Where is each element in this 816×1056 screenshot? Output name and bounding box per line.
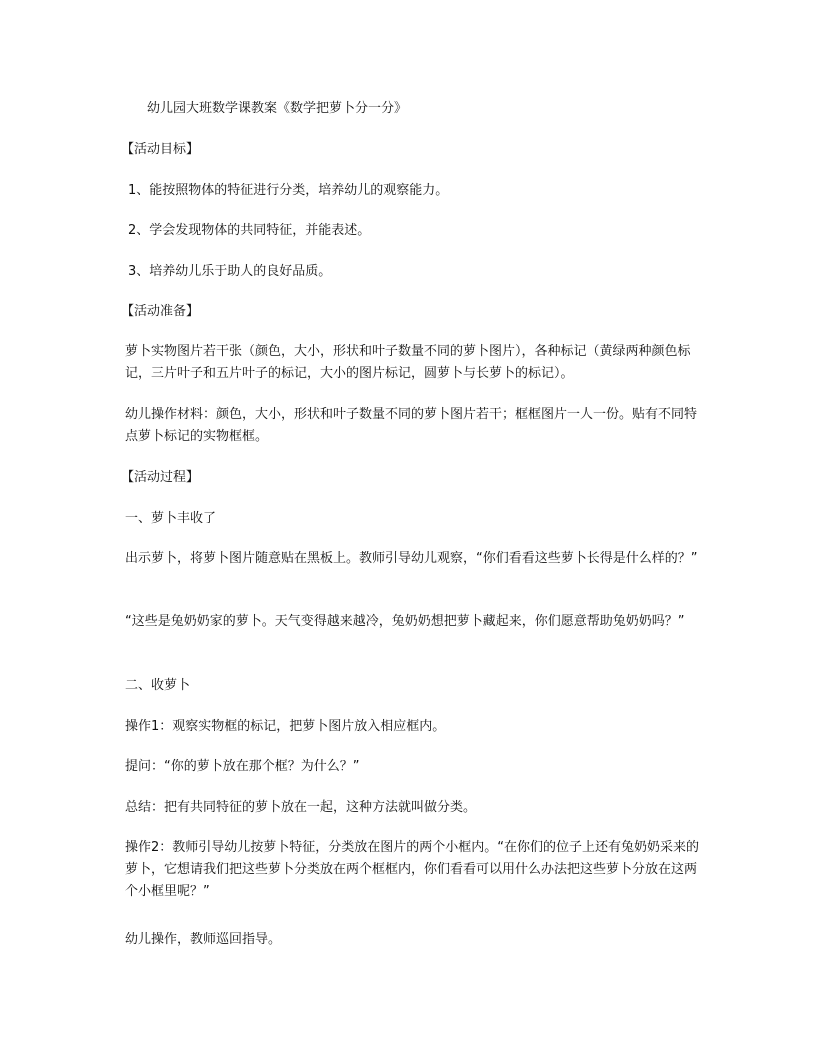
document-title: 幼儿园大班数学课教案《数学把萝卜分一分》: [147, 101, 408, 116]
summary-text: 总结：把有共同特征的萝卜放在一起，这种方法就叫做分类。: [125, 800, 477, 815]
process-heading: 【活动过程】: [121, 470, 200, 485]
prep-paragraph-1: 萝卜实物图片若干张（颜色，大小，形状和叶子数量不同的萝卜图片），各种标记（黄绿两种颜色标记，三片叶子和五片叶子的标记，大小的图片标记，圆萝卜与长萝卜的标记）。: [125, 344, 691, 381]
goal-item-3: 3、培养幼儿乐于助人的良好品质。: [128, 264, 332, 279]
step1-heading: 一、萝卜丰收了: [125, 511, 217, 526]
question-text: 提问：“你的萝卜放在那个框？为什么？”: [125, 759, 360, 774]
prep-paragraph-2: 幼儿操作材料：颜色，大小，形状和叶子数量不同的萝卜图片若干；框框图片一人一份。贴有不同特点萝卜标记的实物框框。: [125, 407, 698, 444]
goal-item-1: 1、能按照物体的特征进行分类，培养幼儿的观察能力。: [128, 183, 449, 198]
step1-paragraph-1: 出示萝卜，将萝卜图片随意贴在黑板上。教师引导幼儿观察，“你们看看这些萝卜长得是什么样的？”: [125, 551, 698, 566]
step2-heading: 二、收萝卜: [125, 678, 191, 693]
step1-paragraph-2: “这些是兔奶奶家的萝卜。天气变得越来越冷，兔奶奶想把萝卜藏起来，你们愿意帮助兔奶奶吗？”: [125, 614, 685, 629]
prep-heading: 【活动准备】: [121, 304, 200, 319]
operation-2: 操作2：教师引导幼儿按萝卜特征，分类放在图片的两个小框内。“在你们的位子上还有兔奶奶采来的萝卜，它想请我们把这些萝卜分类放在两个框框内，你们看看可以用什么办法把这些萝卜分放在这两个小框里呢？”: [125, 840, 700, 899]
goal-item-2: 2、学会发现物体的共同特征，并能表述。: [128, 223, 371, 238]
operation-1: 操作1：观察实物框的标记，把萝卜图片放入相应框内。: [125, 719, 446, 734]
goals-heading: 【活动目标】: [121, 142, 200, 157]
operation-2-followup: 幼儿操作，教师巡回指导。: [125, 932, 282, 947]
